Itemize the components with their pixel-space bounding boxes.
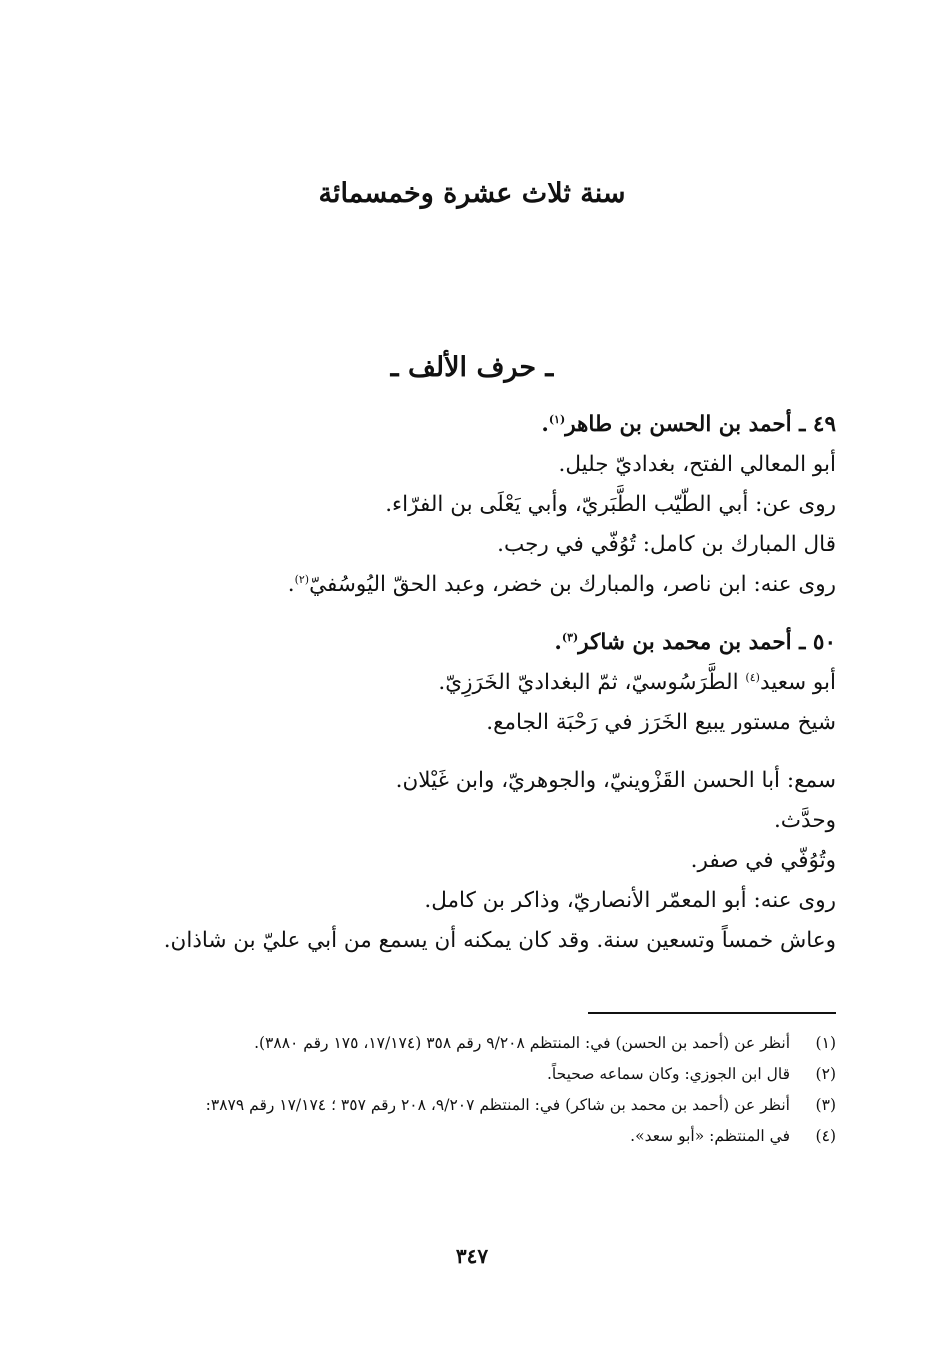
entry-50-line-1 [96, 663, 836, 703]
footnote-divider [588, 1012, 836, 1014]
footnote-4-text: في المنتظم: «أبو سعد». [630, 1127, 790, 1145]
entry-50-line-1a: أبو سعيد [759, 670, 836, 695]
entry-50-line-2: شيخ مستور يبيع الخَرَز في رَحْبَة الجامع. [486, 710, 836, 735]
main-text [96, 405, 836, 961]
entry-49-line-4-text: روى عنه: ابن ناصر، والمبارك بن خضر، وعبد الحقّ اليُوسُفيّ [309, 572, 836, 597]
footnote-ref-4[interactable]: (٤) [745, 670, 760, 684]
footnote-2-text: قال ابن الجوزي: وكان سماعه صحيحاً. [546, 1065, 790, 1083]
footnote-3-text: أنظر عن (أحمد بن محمد بن شاكر) في: المنتظم ٩/٢٠٧، ٢٠٨ رقم ٣٥٧ ؛ ١٧/١٧٤ رقم ٣٨٧٩: [205, 1096, 790, 1114]
entry-50-line-4: وحدَّث. [773, 808, 836, 833]
entry-50-heading-tail: . [554, 630, 562, 655]
footnote-2 [106, 1061, 836, 1088]
entry-50-line-7: وعاش خمساً وتسعين سنة. وقد كان يمكنه أن يسمع من أبي عليّ بن شاذان. [163, 928, 836, 953]
entry-49-heading-tail: . [541, 412, 549, 437]
footnote-ref-1[interactable]: (١) [548, 412, 566, 426]
footnote-4 [106, 1123, 836, 1150]
footnote-1-number: (١) [815, 1034, 836, 1052]
entry-49-line-4 [96, 565, 836, 605]
footnote-3 [106, 1092, 836, 1119]
entry-50-line-3: سمع: أبا الحسن القَزْوينيّ، والجوهريّ، وابن غَيْلان. [395, 768, 836, 793]
page-number: ٣٤٧ [455, 1244, 489, 1268]
footnote-1-text: أنظر عن (أحمد بن الحسن) في: المنتظم ٩/٢٠٨ رقم ٣٥٨ (١٧/١٧٤، ١٧٥ رقم ٣٨٨٠). [254, 1034, 790, 1052]
entry-50-line-1b: الطَّرَسُوسيّ، ثمّ البغداديّ الخَرَزِيّ. [438, 670, 746, 695]
footnote-3-number: (٣) [815, 1096, 836, 1114]
entry-50-line-6: روى عنه: أبو المعمّر الأنصاريّ، وذاكر بن كامل. [424, 888, 836, 913]
footnote-ref-2[interactable]: (٢) [294, 572, 310, 586]
entry-49-line-1: أبو المعالي الفتح، بغداديّ جليل. [558, 452, 836, 477]
entry-49-line-3: قال المبارك بن كامل: تُوُفّي في رجب. [497, 532, 836, 557]
footnotes [106, 1030, 836, 1154]
footnote-ref-3[interactable]: (٣) [561, 630, 579, 644]
entry-49-heading [96, 405, 836, 445]
section-title: ـ حرف الألف ـ [390, 352, 554, 383]
entry-49-name: ٤٩ ـ أحمد بن الحسن بن طاهر [565, 412, 836, 437]
entry-50-name: ٥٠ ـ أحمد بن محمد بن شاكر [578, 630, 836, 655]
entry-50-heading [96, 623, 836, 663]
year-title: سنة ثلاث عشرة وخمسمائة [318, 178, 626, 209]
entry-49-line-2: روى عن: أبي الطّيّب الطَّبَريّ، وأبي يَعْلَى بن الفرّاء. [385, 492, 836, 517]
entry-49-line-4-tail: . [287, 572, 295, 597]
footnote-2-number: (٢) [815, 1065, 836, 1083]
entry-50-line-5: وتُوُفّي في صفر. [690, 848, 836, 873]
footnote-4-number: (٤) [815, 1127, 836, 1145]
footnote-1 [106, 1030, 836, 1057]
